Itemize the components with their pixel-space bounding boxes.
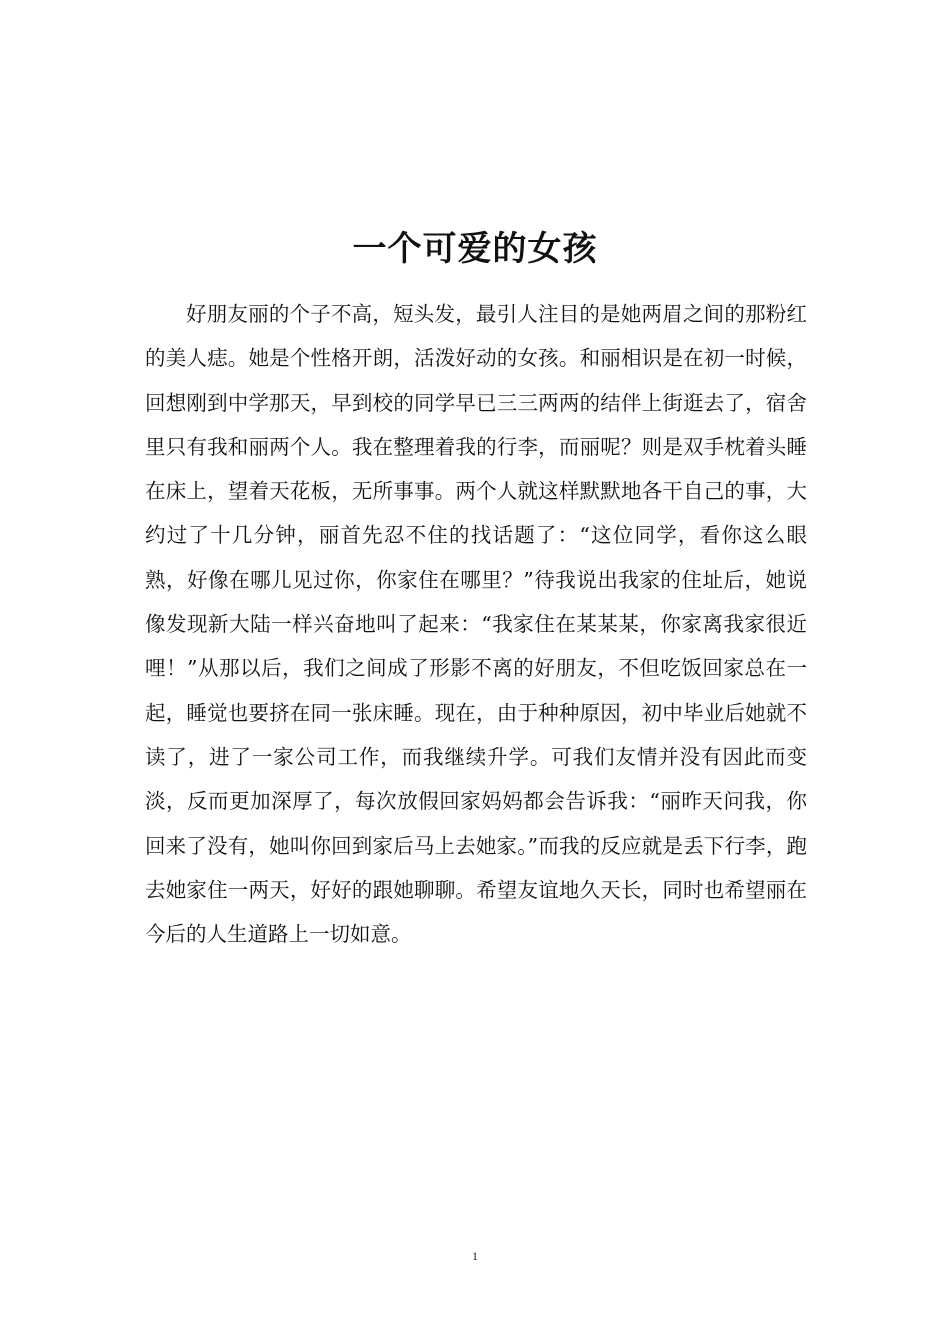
body-paragraph: 好朋友丽的个子不高，短头发，最引人注目的是她两眉之间的那粉红的美人痣。她是个性格开朗，活泼好动的女孩。和丽相识是在初一时候，回想刚到中学那天，早到校的同学早已三三两两的结伴上街逛去了，宿舍里只有我和丽两个人。我在整理着我的行李，而丽呢？则是双手枕着头睡在床上，望着天花板，无所事事。两个人就这样默默地各干自己的事，大约过了十几分钟，丽首先忍不住的找话题了：“这位同学，看你这么眼熟，好像在哪儿见过你，你家住在哪里？”待我说出我家的住址后，她说像发现新大陆一样兴奋地叫了起来：“我家住在某某某，你家离我家很近哩！”从那以后，我们之间成了形影不离的好朋友，不但吃饭回家总在一起，睡觉也要挤在同一张床睡。现在，由于种种原因，初中毕业后她就不读了，进了一家公司工作，而我继续升学。可我们友情并没有因此而变淡，反而更加深厚了，每次放假回家妈妈都会告诉我：“丽昨天问我，你回来了没有，她叫你回到家后马上去她家。”而我的反应就是丢下行李，跑去她家住一两天，好好的跟她聊聊。希望友谊地久天长，同时也希望丽在今后的人生道路上一切如意。: [145, 302, 807, 947]
page-number: 1: [472, 1249, 478, 1263]
document-title: 一个可爱的女孩: [352, 229, 598, 269]
